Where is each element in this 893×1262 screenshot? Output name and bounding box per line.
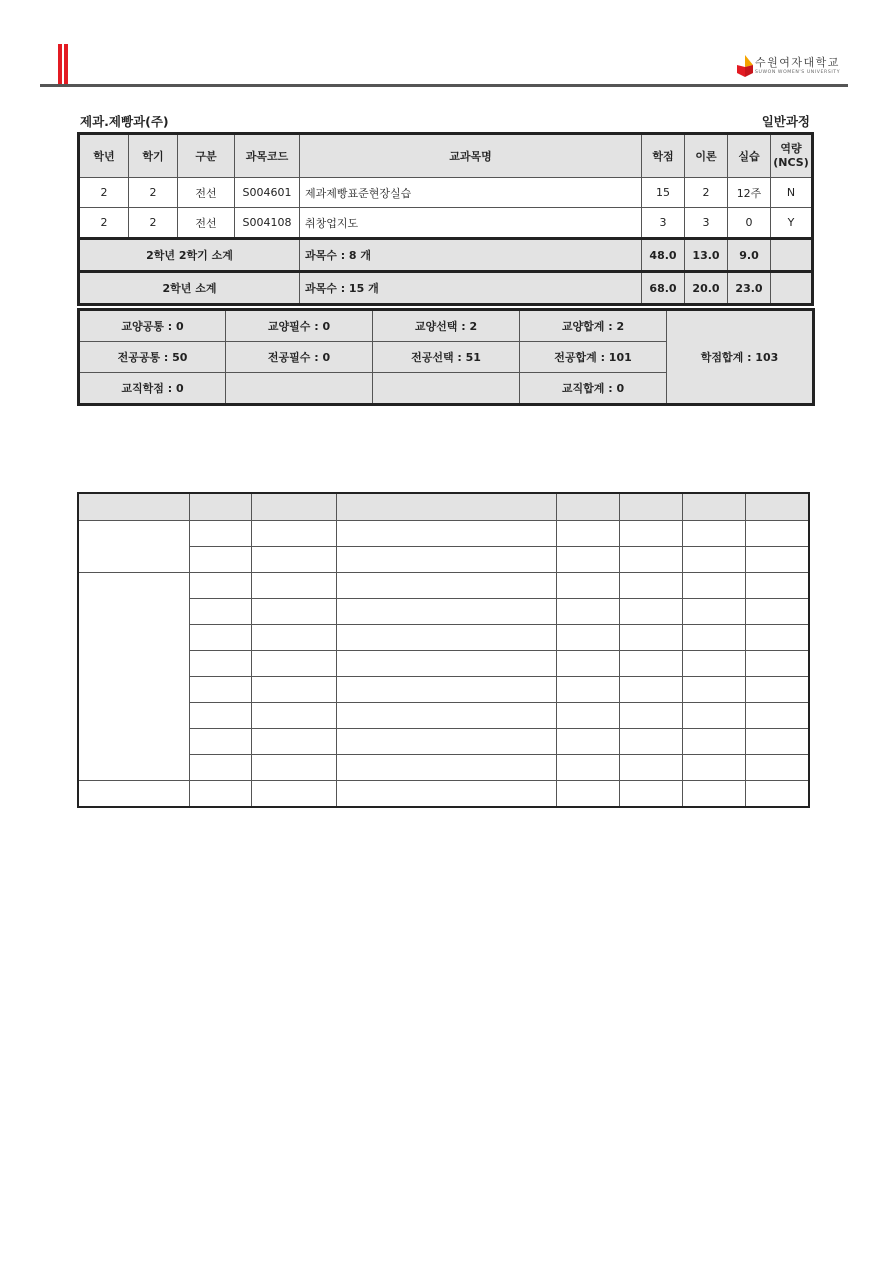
grid-cell <box>746 547 809 573</box>
header-cell: 교과목명 <box>300 134 642 178</box>
grid-cell <box>251 599 336 625</box>
table-cell: S004601 <box>235 178 300 208</box>
department-title: 제과.제빵과(주) <box>80 114 169 129</box>
grid-header-cell <box>336 493 556 521</box>
grid-cell <box>251 781 336 808</box>
grid-cell <box>746 755 809 781</box>
grid-cell <box>78 781 189 808</box>
grid-cell <box>336 781 556 808</box>
grid-cell <box>189 547 251 573</box>
subtotal-theory: 13.0 <box>685 239 728 272</box>
grid-cell <box>251 677 336 703</box>
grid-cell <box>746 677 809 703</box>
grid-cell <box>620 547 683 573</box>
grid-header-cell <box>78 493 189 521</box>
grid-cell <box>557 651 620 677</box>
subtotal-label: 2학년 2학기 소계 <box>79 239 300 272</box>
summary-cell: 전공합계 : 101 <box>520 342 667 373</box>
table-row <box>79 178 813 208</box>
table-cell: 전선 <box>178 208 235 239</box>
grid-cell <box>746 625 809 651</box>
grid-header-cell <box>683 493 746 521</box>
university-logo <box>737 54 845 80</box>
table-cell: N <box>771 178 813 208</box>
grid-cell <box>336 625 556 651</box>
grid-cell <box>189 573 251 599</box>
grid-cell <box>189 651 251 677</box>
header-cell: 구분 <box>178 134 235 178</box>
grid-cell <box>251 573 336 599</box>
table-cell: 취창업지도 <box>300 208 642 239</box>
grid-header-cell <box>746 493 809 521</box>
summary-cell <box>226 373 373 405</box>
logo-name-en: SUWON WOMEN'S UNIVERSITY <box>755 70 841 75</box>
grid-cell <box>557 625 620 651</box>
table-cell: 15 <box>642 178 685 208</box>
grid-cell <box>189 781 251 808</box>
grid-cell <box>683 521 746 547</box>
subtotal-ncs <box>771 272 813 305</box>
grid-cell <box>251 729 336 755</box>
grid-cell <box>189 677 251 703</box>
header-divider <box>40 84 848 87</box>
summary-cell: 전공필수 : 0 <box>226 342 373 373</box>
grid-cell <box>557 547 620 573</box>
grid-cell <box>557 755 620 781</box>
grid-cell <box>189 703 251 729</box>
grid-cell <box>620 755 683 781</box>
grid-cell <box>189 625 251 651</box>
summary-cell: 교양공통 : 0 <box>79 310 226 342</box>
university-emblem-icon <box>737 55 753 77</box>
grid-header-cell <box>251 493 336 521</box>
table-cell: 12주 <box>728 178 771 208</box>
header-cell: 이론 <box>685 134 728 178</box>
grid-cell <box>189 755 251 781</box>
grid-cell <box>620 625 683 651</box>
grid-cell <box>557 599 620 625</box>
grid-cell <box>557 781 620 808</box>
grid-cell <box>683 651 746 677</box>
summary-cell: 교직학점 : 0 <box>79 373 226 405</box>
table-cell: 2 <box>129 208 178 239</box>
grid-cell <box>746 599 809 625</box>
subtotal-credits: 48.0 <box>642 239 685 272</box>
subtotal-practice: 9.0 <box>728 239 771 272</box>
grid-cell <box>557 573 620 599</box>
grid-cell <box>683 625 746 651</box>
grid-group-cell <box>78 521 189 573</box>
table-cell: 2 <box>79 178 129 208</box>
curriculum-table <box>77 132 814 306</box>
header-cell: 학점 <box>642 134 685 178</box>
grid-cell <box>557 677 620 703</box>
grid-cell <box>620 729 683 755</box>
grid-cell <box>336 729 556 755</box>
grid-cell <box>620 521 683 547</box>
grid-cell <box>683 781 746 808</box>
year-subtotal-row <box>79 272 813 305</box>
header-cell: 과목코드 <box>235 134 300 178</box>
course-type-label: 일반과정 <box>761 114 810 129</box>
summary-cell: 교양필수 : 0 <box>226 310 373 342</box>
grid-cell <box>336 547 556 573</box>
grid-cell <box>683 599 746 625</box>
grid-cell <box>251 521 336 547</box>
grid-cell <box>683 755 746 781</box>
summary-cell: 교양합계 : 2 <box>520 310 667 342</box>
subtotal-label: 2학년 소계 <box>79 272 300 305</box>
summary-cell: 교양선택 : 2 <box>373 310 520 342</box>
subtotal-credits: 68.0 <box>642 272 685 305</box>
grid-header-cell <box>620 493 683 521</box>
semester-subtotal-row <box>79 239 813 272</box>
header-cell: 실습 <box>728 134 771 178</box>
grid-cell <box>189 599 251 625</box>
table-row <box>79 208 813 239</box>
grid-cell <box>683 573 746 599</box>
summary-cell: 전공공통 : 50 <box>79 342 226 373</box>
grid-cell <box>557 703 620 729</box>
grid-cell <box>557 729 620 755</box>
table-cell: 0 <box>728 208 771 239</box>
table-cell: 2 <box>685 178 728 208</box>
table-cell: Y <box>771 208 813 239</box>
grid-row <box>78 781 809 808</box>
grid-cell <box>336 755 556 781</box>
header-cell: 역량 (NCS) <box>771 134 813 178</box>
grid-header-cell <box>557 493 620 521</box>
table-cell: 2 <box>129 178 178 208</box>
grid-cell <box>251 703 336 729</box>
grid-cell <box>746 521 809 547</box>
grid-cell <box>620 781 683 808</box>
grid-cell <box>251 625 336 651</box>
grid-cell <box>620 677 683 703</box>
table-cell: S004108 <box>235 208 300 239</box>
subtotal-ncs <box>771 239 813 272</box>
grid-group-cell <box>78 573 189 781</box>
grid-row <box>78 521 809 547</box>
grid-cell <box>336 521 556 547</box>
grid-cell <box>746 729 809 755</box>
header-red-bar-right <box>64 44 68 84</box>
grid-cell <box>683 677 746 703</box>
table-cell: 3 <box>685 208 728 239</box>
table-cell: 제과제빵표준현장실습 <box>300 178 642 208</box>
grid-cell <box>746 703 809 729</box>
summary-cell: 전공선택 : 51 <box>373 342 520 373</box>
grid-cell <box>746 573 809 599</box>
grid-cell <box>336 677 556 703</box>
empty-course-grid <box>77 492 810 808</box>
grid-cell <box>336 651 556 677</box>
grid-cell <box>189 729 251 755</box>
grid-cell <box>620 703 683 729</box>
table-cell: 전선 <box>178 178 235 208</box>
header-cell: 학기 <box>129 134 178 178</box>
table-cell: 2 <box>79 208 129 239</box>
grid-cell <box>620 599 683 625</box>
grid-cell <box>251 547 336 573</box>
logo-name-ko: 수원여자대학교 <box>755 56 840 69</box>
grid-cell <box>683 703 746 729</box>
grid-cell <box>336 703 556 729</box>
grid-cell <box>251 755 336 781</box>
subtotal-course-count: 과목수 : 8 개 <box>300 239 642 272</box>
grid-cell <box>746 781 809 808</box>
grid-header-cell <box>189 493 251 521</box>
table-cell: 3 <box>642 208 685 239</box>
header-cell: 학년 <box>79 134 129 178</box>
summary-cell: 교직합계 : 0 <box>520 373 667 405</box>
grid-cell <box>251 651 336 677</box>
grid-cell <box>336 573 556 599</box>
summary-row <box>79 310 814 342</box>
credit-summary-table <box>77 308 815 406</box>
total-credits: 학점합계 : 103 <box>667 310 814 405</box>
grid-cell <box>620 573 683 599</box>
header-red-bar-left <box>58 44 62 84</box>
summary-cell <box>373 373 520 405</box>
grid-cell <box>557 521 620 547</box>
grid-cell <box>336 599 556 625</box>
grid-cell <box>620 651 683 677</box>
table-header-row <box>79 134 813 178</box>
subtotal-course-count: 과목수 : 15 개 <box>300 272 642 305</box>
grid-cell <box>683 547 746 573</box>
subtotal-theory: 20.0 <box>685 272 728 305</box>
grid-cell <box>746 651 809 677</box>
subtotal-practice: 23.0 <box>728 272 771 305</box>
grid-header-row <box>78 493 809 521</box>
grid-cell <box>189 521 251 547</box>
grid-row <box>78 573 809 599</box>
grid-cell <box>683 729 746 755</box>
